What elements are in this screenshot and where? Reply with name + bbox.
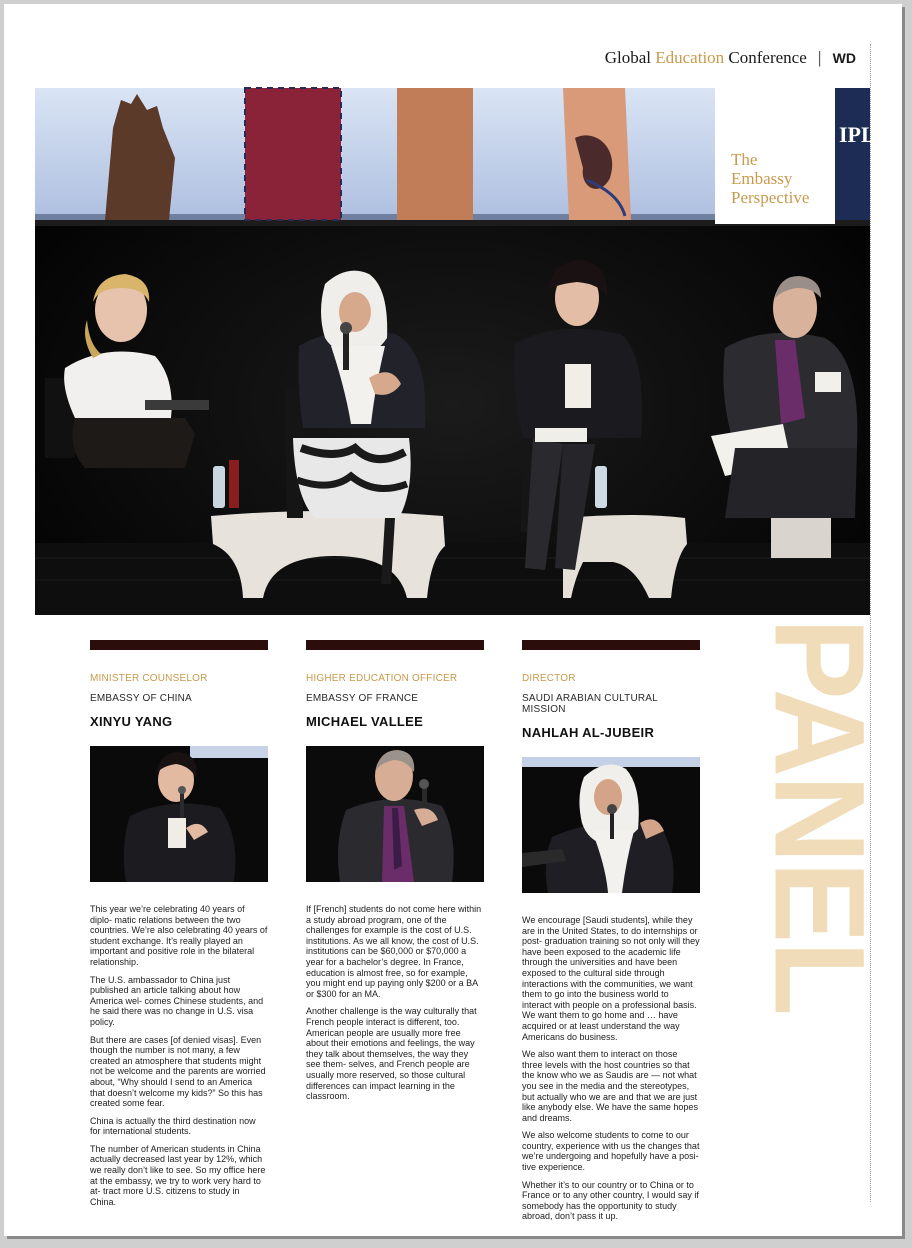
column-top-bar: [306, 640, 484, 650]
quote-paragraph: We encourage [Saudi students], while they are in the United States, to do internships or post- graduation training so not only will they have been exposed to the academic life through the universities and have been exposed to the cultural side through interactions with the communities, we want them to go into the business world to interact with people on a professional basis. We want them to go home and … have acquired or at least understand the way Americans do business.: [522, 915, 700, 1042]
speaker-name: MICHAEL VALLEE: [306, 714, 424, 729]
quote-paragraph: Whether it’s to our country or to China or to France or to any other country, I would say if somebody has the opportunity to study abroad, don’t pass it up.: [522, 1179, 699, 1222]
header-accent-word: Education: [655, 48, 725, 67]
side-word-text: PANEL: [747, 618, 891, 1033]
speaker-organization: EMBASSY OF FRANCE: [306, 693, 419, 704]
quote-paragraph: Another challenge is the way culturally that French people interact is different, too. American people are usually more free about their emotions and feelings, the way they talk about themselves, the way they see them- selves, and French people are usually more reserved, so those cultural differences can impact learning in the classroom.: [306, 1006, 477, 1102]
speaker-quote-body: [306, 904, 484, 1102]
speaker-name: NAHLAH AL-JUBEIR: [522, 725, 655, 740]
running-header: [605, 48, 856, 68]
side-word-panel: [747, 616, 891, 1033]
speaker-quote-body: [90, 904, 268, 1207]
speaker-column-france: [306, 640, 484, 1109]
speaker-organization: EMBASSY OF CHINA: [90, 693, 192, 704]
speaker-role: DIRECTOR: [522, 673, 576, 684]
speaker-portrait-illustration: [90, 746, 268, 882]
header-prefix: Global: [604, 48, 651, 67]
header-separator: |: [818, 48, 822, 67]
quote-paragraph: We also want them to interact on those three levels with the host countries so that the know who we as Saudis are — not what you see in the media and the stereotypes, but actually who we are and that we are just like anybody else. We have the same hopes and dreams.: [522, 1049, 698, 1123]
quote-paragraph: The number of American students in China actually decreased last year by 12%, which we really don’t like to see. So my office here at the embassy, we try to work very hard to at- tract more U.S. citizens to study in China.: [90, 1143, 266, 1207]
screen-text: IPL: [839, 122, 876, 147]
callout-line-2: Embassy: [731, 169, 793, 188]
speaker-column-china: [90, 640, 268, 1214]
section-callout-box: [715, 88, 835, 224]
speaker-portrait-illustration: [522, 757, 700, 893]
speaker-role: MINISTER COUNSELOR: [90, 673, 208, 684]
quote-paragraph: The U.S. ambassador to China just published an article talking about how America wel- comes Chinese students, and he said there was no change in U.S. visa policy.: [90, 974, 264, 1027]
callout-line-3: Perspective: [731, 188, 810, 207]
magazine-page: [4, 4, 902, 1236]
quote-paragraph: But there are cases [of denied visas]. Even though the number is not many, a few created an atmosphere that students might not be welcome and the parents are worried about, “Why should I send to an America that doesn’t welcome my kids?” So this has created some fear.: [90, 1034, 266, 1109]
section-callout-title: [731, 150, 809, 207]
header-suffix: Conference: [728, 48, 807, 67]
speaker-portrait: [90, 746, 268, 882]
quote-paragraph: China is actually the third destination now for international students.: [90, 1115, 256, 1137]
speaker-column-saudi-arabia: [522, 640, 700, 1229]
speaker-role: HIGHER EDUCATION OFFICER: [306, 673, 458, 684]
speaker-portrait: [522, 757, 700, 893]
speaker-portrait-illustration: [306, 746, 484, 882]
speaker-portrait: [306, 746, 484, 882]
callout-line-1: The: [731, 150, 758, 169]
quote-paragraph: If [French] students do not come here within a study abroad program, one of the challenges for example is the cost of U.S. institutions. As we all know, the cost of U.S. institutions can be $60,000 or $70,000 a year for a bachelor’s degree. In France, education is almost free, so for example, you might end up paying only $200 or a BA or $300 for an MA.: [306, 904, 482, 999]
quote-paragraph: This year we’re celebrating 40 years of diplo- matic relations between the two countries. We’re also celebrating 40 years of student exchange. It’s really played an important and positive role in the bilateral relationship.: [90, 904, 268, 967]
header-mark: WD: [832, 50, 856, 66]
speaker-quote-body: [522, 915, 700, 1222]
speaker-organization: SAUDI ARABIAN CULTURAL MISSION: [522, 693, 658, 715]
quote-paragraph: We also welcome students to come to our country, experience with us the changes that we’re undergoing and hopefully have a posi- tive experience.: [522, 1130, 700, 1173]
column-top-bar: [522, 640, 700, 650]
column-top-bar: [90, 640, 268, 650]
speaker-name: XINYU YANG: [90, 714, 173, 729]
